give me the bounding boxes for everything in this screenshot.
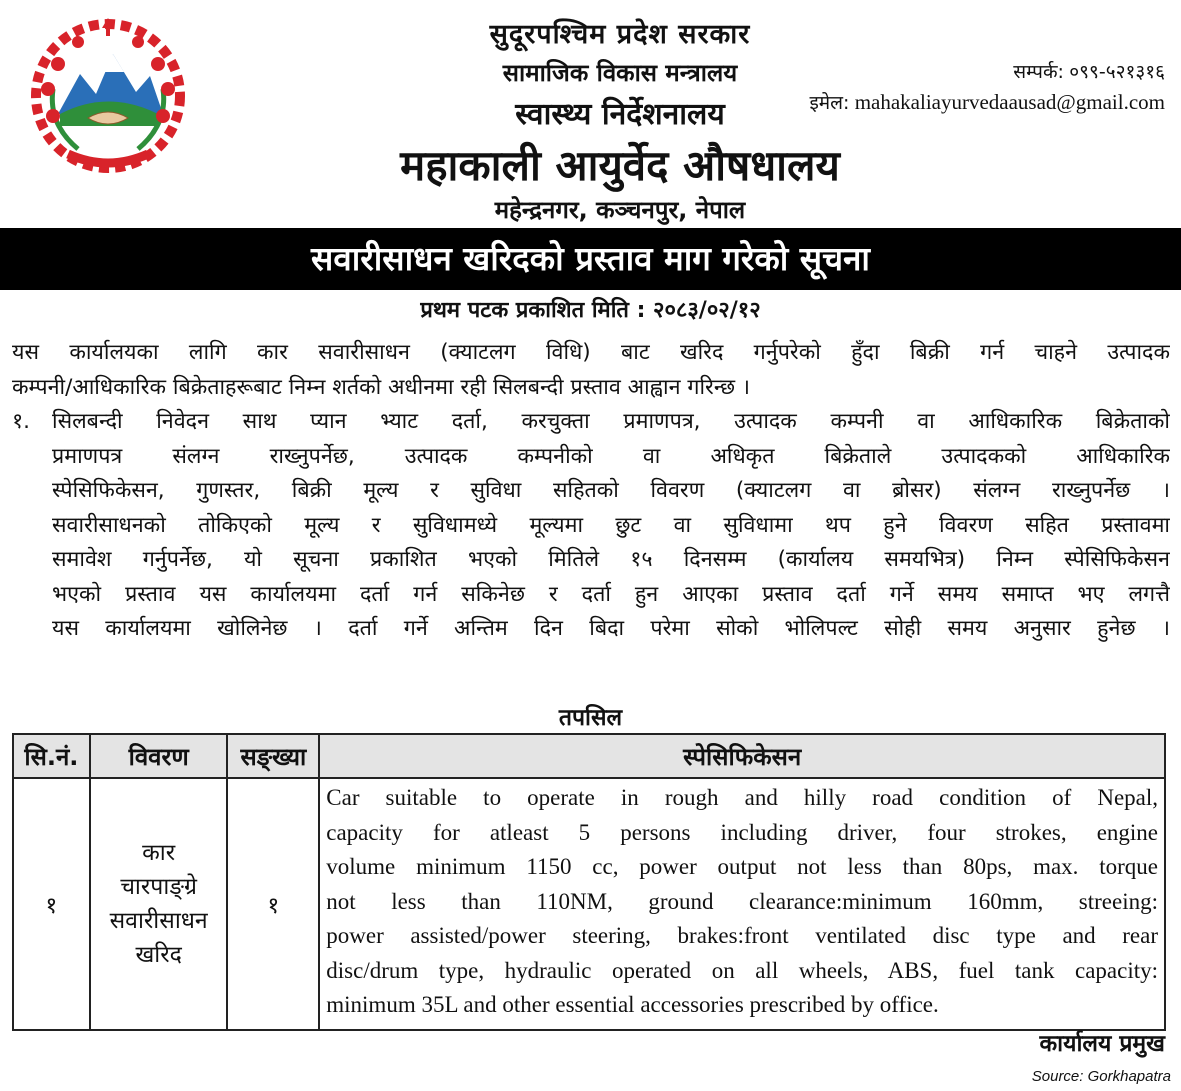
notice-title-banner: सवारीसाधन खरिदको प्रस्ताव माग गरेको सूचना [0,228,1181,290]
point-text: सिलबन्दी निवेदन साथ प्यान भ्याट दर्ता, करचुक्ता प्रमाणपत्र, उत्पादक कम्पनी वा आधिकारिक बिक्रेताको [52,409,1170,434]
col-header-quantity: सङ्ख्या [227,734,319,778]
spec-line: not less than 110NM, ground clearance:minimum 160mm, streeing: [326,888,1158,914]
spec-line: capacity for atleast 5 persons including driver, four strokes, engine [326,819,1158,845]
table-header-row [13,734,1165,778]
point-line: समावेश गर्नुपर्नेछ, यो सूचना प्रकाशित भएको मितिले १५ दिनसम्म (कार्यालय समयभित्र) निम्न स्पेसिफिकेसन [52,547,1170,572]
spec-line: disc/drum type, hydraulic operated on all wheels, ABS, fuel tank capacity: [326,957,1158,983]
cell-description [90,778,228,1030]
contact-email-row [809,87,1165,118]
contact-phone-row [809,56,1165,87]
point-line: स्पेसिफिकेसन, गुणस्तर, बिक्री मूल्य र सुविधा सहितको विवरण (क्याटलग वा ब्रोसर) संलग्न राख्नुपर्नेछ । [52,478,1170,503]
source-credit: Source: Gorkhapatra [1031,1068,1171,1085]
cell-sn: १ [13,778,90,1030]
intro-line: कम्पनी/आधिकारिक बिक्रेताहरूबाट निम्न शर्तको अधीनमा रही सिलबन्दी प्रस्ताव आह्वान गरिन्छ । [12,374,751,400]
header-directorate: स्वास्थ्य निर्देशनालय [515,97,725,132]
spec-line: power assisted/power steering, brakes:front ventilated disc type and rear [326,923,1158,948]
signature-office-chief: कार्यालय प्रमुख [1039,1031,1165,1057]
specification-table [12,733,1166,1031]
intro-line: यस कार्यालयका लागि कार सवारीसाधन (क्याटलग विधि) बाट खरिद गर्नुपरेको हुँदा बिक्री गर्न चाहने उत्पादक [12,340,1170,365]
notice-body [12,336,1170,647]
col-header-sn: सि.नं. [13,734,90,778]
point-line: यस कार्यालयमा खोलिनेछ । दर्ता गर्ने अन्तिम दिन बिदा परेमा सोको भोलिपल्ट सोही समय अनुसार हुनेछ । [52,616,1170,641]
point-line [12,405,1170,440]
email-label: इमेल: [809,92,850,114]
spec-line: volume minimum 1150 cc, power output not less than 80ps, max. torque [326,854,1158,879]
header-office-name: महाकाली आयुर्वेद औषधालय [400,141,840,190]
col-header-specification: स्पेसिफिकेसन [319,734,1165,778]
point-line: प्रमाणपत्र संलग्न राख्नुपर्नेछ, उत्पादक कम्पनीको वा अधिकृत बिक्रेताले उत्पादकको आधिकारिक [52,443,1170,469]
nepal-government-emblem-icon [18,14,198,179]
publication-date: प्रथम पटक प्रकाशित मिति : २०८३/०२/१२ [420,298,761,323]
spec-line: minimum 35L and other essential accessories prescribed by office. [326,992,939,1017]
header-province: सुदूरपश्चिम प्रदेश सरकार [489,19,751,50]
table-row [13,778,1165,1030]
header-ministry: सामाजिक विकास मन्त्रालय [502,59,738,87]
spec-line: Car suitable to operate in rough and hilly road condition of Nepal, [326,785,1158,810]
contact-block [809,56,1165,118]
col-header-description: विवरण [90,734,228,778]
description-line: कार [142,839,176,866]
description-line: खरिद [135,941,182,968]
phone-number: ०९९-५२१३१६ [1069,61,1165,83]
point-number: १. [12,409,31,434]
header-address: महेन्द्रनगर, कञ्चनपुर, नेपाल [494,196,746,224]
phone-label: सम्पर्क: [1013,61,1064,83]
schedule-heading: तपसिल [558,705,623,731]
email-address: mahakaliayurvedaausad@gmail.com [854,90,1165,114]
point-line: भएको प्रस्ताव यस कार्यालयमा दर्ता गर्न सकिनेछ र दर्ता हुन आएका प्रस्ताव दर्ता गर्ने समय समाप्त भए लगत्तै [52,581,1170,607]
point-line: सवारीसाधनको तोकिएको मूल्य र सुविधामध्ये मूल्यमा छुट वा सुविधामा थप हुने विवरण सहित प्रस्तावमा [52,512,1170,538]
description-line: सवारीसाधन [109,907,208,934]
cell-quantity: १ [227,778,319,1030]
cell-specification [319,778,1165,1030]
description-line: चारपाङ्ग्रे [120,873,197,900]
